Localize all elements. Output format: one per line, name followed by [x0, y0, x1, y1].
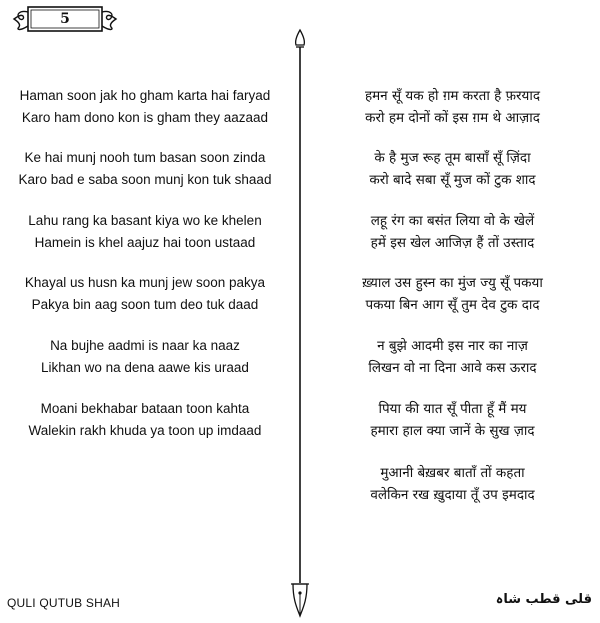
verse-line: Moani bekhabar bataan toon kahta	[40, 401, 250, 416]
verse-line: Na bujhe aadmi is naar ka naaz	[50, 338, 240, 353]
verse-line: Walekin rakh khuda ya toon up imdaad	[28, 423, 262, 438]
verse-line: Pakya bin aag soon tum deo tuk daad	[31, 297, 259, 312]
page-number: 5	[60, 11, 70, 27]
verse-line: लहू रंग का बसंत लिया वो के खेलें	[370, 213, 535, 229]
stanza-roman	[0, 335, 290, 379]
verse-line: Ke hai munj nooh tum basan soon zinda	[24, 150, 266, 165]
verse-line: वलेकिन रख ख़ुदाया तूँ उप इमदाद	[370, 487, 535, 503]
verse-line: Karo bad e saba soon munj kon tuk shaad	[18, 172, 272, 187]
stanza-roman	[0, 210, 290, 254]
stanza-roman	[0, 85, 290, 129]
stanza-roman	[0, 272, 290, 316]
poet-name-urdu: قلی قطب شاہ	[495, 592, 592, 607]
verse-line: Khayal us husn ka munj jew soon pakya	[24, 275, 266, 290]
stanza-roman	[0, 398, 290, 442]
verse-line: ख़्याल उस हुस्न का मुंज ज्यु सूँ पकया	[362, 275, 543, 291]
stanza-devanagari	[305, 147, 600, 191]
verse-line: करो बादे सबा सूँ मुज कों टुक शाद	[369, 172, 536, 188]
stanza-devanagari	[305, 335, 600, 379]
verse-line: Lahu rang ka basant kiya wo ke khelen	[28, 213, 262, 228]
stanza-devanagari	[305, 462, 600, 506]
verse-line: Hamein is khel aajuz hai toon ustaad	[34, 235, 256, 250]
verse-line: करो हम दोनों कों इस ग़म थे आज़ाद	[365, 110, 540, 126]
verse-line: न बुझे आदमी इस नार का नाज़	[377, 338, 528, 354]
verse-line: Likhan wo na dena aawe kis uraad	[41, 360, 249, 375]
page-number-frame	[10, 4, 120, 34]
stanza-roman	[0, 147, 290, 191]
verse-line: हमारा हाल क्या जानें के सुख ज़ाद	[370, 423, 535, 439]
verse-line: के है मुज रूह तूम बासाँ सूँ ज़िंदा	[374, 150, 531, 166]
stanza-devanagari	[305, 85, 600, 129]
verse-line: हमें इस खेल आजिज़ हैं तों उस्ताद	[370, 235, 535, 251]
verse-line: हमन सूँ यक हो ग़म करता है फ़रयाद	[364, 88, 541, 104]
stanza-devanagari	[305, 210, 600, 254]
verse-line: लिखन वो ना दिना आवे कस ऊराद	[368, 360, 537, 376]
verse-line: पिया की यात सूँ पीता हूँ मैं मय	[378, 401, 527, 417]
verse-line: Haman soon jak ho gham karta hai faryad	[19, 88, 271, 103]
poet-name: QULI QUTUB SHAH	[7, 596, 121, 610]
verse-line: Karo ham dono kon is gham they aazaad	[21, 110, 269, 125]
stanza-devanagari	[305, 272, 600, 316]
stanza-devanagari	[305, 398, 600, 442]
verse-line: मुआनी बेख़बर बाताँ तों कहता	[380, 465, 525, 481]
verse-line: पकया बिन आग सूँ तुम देव टुक दाद	[365, 297, 540, 313]
